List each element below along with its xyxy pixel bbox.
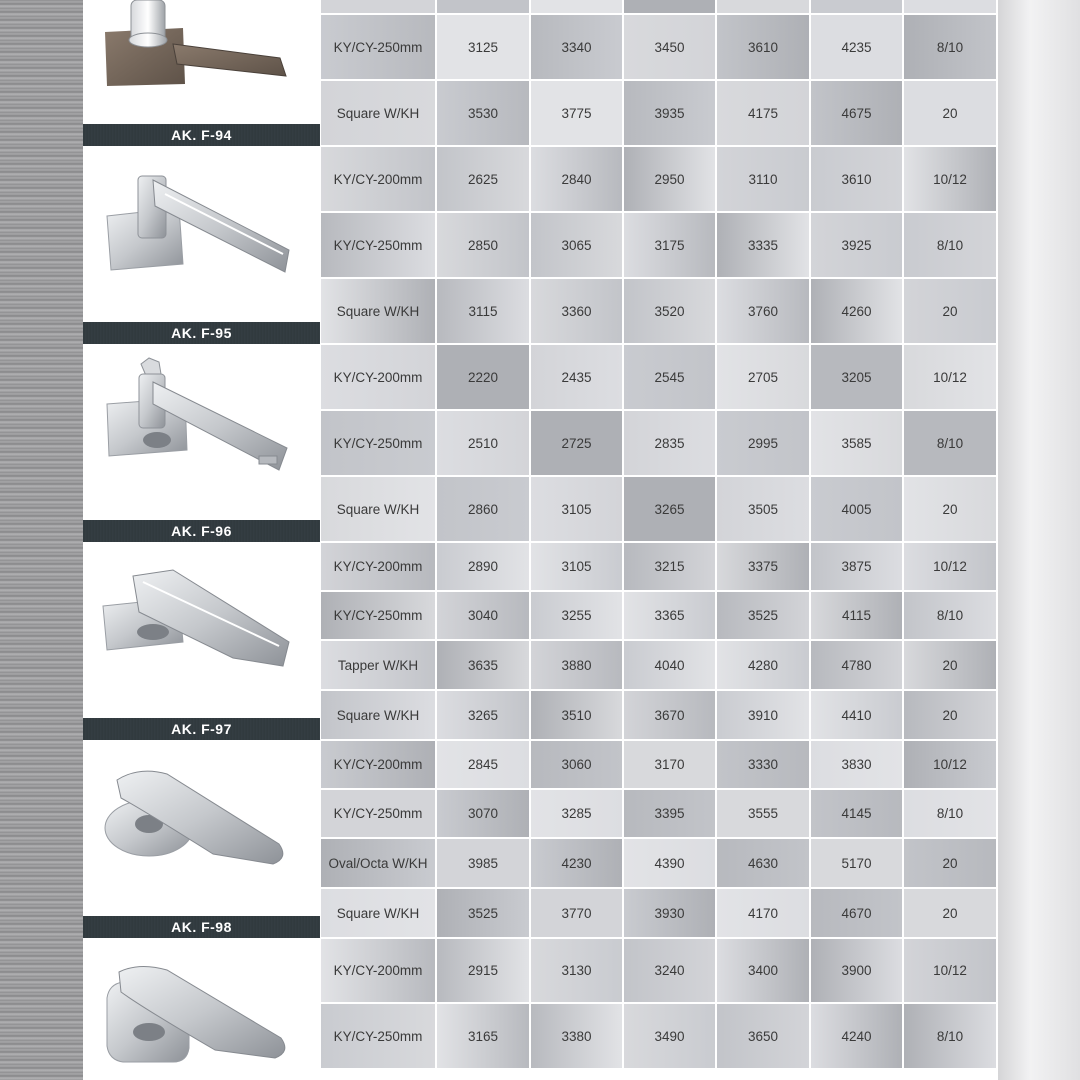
price-cell: 4780 <box>810 640 903 690</box>
price-cell: 3875 <box>810 542 903 591</box>
price-cell: 3205 <box>810 344 903 410</box>
price-cell: 3450 <box>623 14 716 80</box>
price-cell: 4410 <box>810 690 903 740</box>
pack-qty-cell: 10/12 <box>903 542 997 591</box>
price-cell: 2435 <box>530 344 623 410</box>
price-cell: 4670 <box>810 888 903 938</box>
finish-cell: KY/CY-250mm <box>320 14 436 80</box>
price-cell: 3040 <box>436 591 530 640</box>
price-cell: 3935 <box>623 80 716 146</box>
finish-cell: Square W/KH <box>320 80 436 146</box>
price-cell: 2995 <box>716 410 810 476</box>
price-cell: 2860 <box>436 476 530 542</box>
price-cell: 4630 <box>716 838 810 888</box>
finish-cell: KY/CY-250mm <box>320 1003 436 1069</box>
table-row-divider <box>320 590 997 592</box>
table-row-divider <box>320 211 997 213</box>
price-cell: 3880 <box>530 640 623 690</box>
price-cell: 3110 <box>716 146 810 212</box>
price-cell: 3065 <box>530 212 623 278</box>
finish-cell: KY/CY-250mm <box>320 591 436 640</box>
left-background-strip <box>0 0 83 1080</box>
table-column-divider <box>902 0 904 1080</box>
table-cell-cutoff <box>623 0 716 14</box>
price-cell: 4390 <box>623 838 716 888</box>
pack-qty-cell: 10/12 <box>903 146 997 212</box>
finish-cell: KY/CY-200mm <box>320 542 436 591</box>
lever-handle-f95-icon <box>83 146 320 322</box>
price-cell: 3380 <box>530 1003 623 1069</box>
table-row-divider <box>320 475 997 477</box>
product-code-label: AK. F-98 <box>83 916 320 938</box>
price-cell: 4280 <box>716 640 810 690</box>
price-cell: 2510 <box>436 410 530 476</box>
price-cell: 3170 <box>623 740 716 789</box>
table-row-divider <box>320 541 997 543</box>
price-cell: 3265 <box>623 476 716 542</box>
table-cell-cutoff <box>436 0 530 14</box>
price-cell: 2220 <box>436 344 530 410</box>
price-cell: 2950 <box>623 146 716 212</box>
pack-qty-cell: 8/10 <box>903 591 997 640</box>
price-cell: 5170 <box>810 838 903 888</box>
finish-cell: KY/CY-200mm <box>320 344 436 410</box>
table-row-divider <box>320 13 997 15</box>
price-cell: 3910 <box>716 690 810 740</box>
price-cell: 3670 <box>623 690 716 740</box>
table-row-divider <box>320 79 997 81</box>
price-cell: 3105 <box>530 542 623 591</box>
price-cell: 3265 <box>436 690 530 740</box>
price-cell: 3985 <box>436 838 530 888</box>
product-block-f96 <box>83 344 320 542</box>
price-cell: 4115 <box>810 591 903 640</box>
table-row-divider <box>320 343 997 345</box>
price-cell: 3490 <box>623 1003 716 1069</box>
product-code-label: AK. F-94 <box>83 124 320 146</box>
table-row-divider <box>320 409 997 411</box>
price-cell: 3175 <box>623 212 716 278</box>
price-cell: 3060 <box>530 740 623 789</box>
pack-qty-cell: 10/12 <box>903 740 997 789</box>
price-cell: 3255 <box>530 591 623 640</box>
price-cell: 3130 <box>530 938 623 1003</box>
price-cell: 3215 <box>623 542 716 591</box>
finish-cell: Square W/KH <box>320 476 436 542</box>
pack-qty-cell: 8/10 <box>903 1003 997 1069</box>
table-row-divider <box>320 788 997 790</box>
price-cell: 2725 <box>530 410 623 476</box>
pack-qty-cell: 8/10 <box>903 410 997 476</box>
price-cell: 4145 <box>810 789 903 838</box>
pack-qty-cell: 10/12 <box>903 938 997 1003</box>
price-cell: 4240 <box>810 1003 903 1069</box>
lever-handle-f99-icon <box>83 938 320 1080</box>
price-cell: 3930 <box>623 888 716 938</box>
price-cell: 4235 <box>810 14 903 80</box>
price-cell: 3335 <box>716 212 810 278</box>
price-cell: 3115 <box>436 278 530 344</box>
table-row-divider <box>320 837 997 839</box>
right-background-strip <box>997 0 1080 1080</box>
price-cell: 2545 <box>623 344 716 410</box>
finish-cell: KY/CY-200mm <box>320 146 436 212</box>
price-cell: 2915 <box>436 938 530 1003</box>
price-cell: 3360 <box>530 278 623 344</box>
price-cell: 3525 <box>716 591 810 640</box>
finish-cell: Square W/KH <box>320 278 436 344</box>
product-block-f97 <box>83 542 320 740</box>
pack-qty-cell: 20 <box>903 690 997 740</box>
price-cell: 3520 <box>623 278 716 344</box>
table-column-divider <box>529 0 531 1080</box>
finish-cell: Oval/Octa W/KH <box>320 838 436 888</box>
pack-qty-cell: 8/10 <box>903 789 997 838</box>
price-cell: 2890 <box>436 542 530 591</box>
price-cell: 3585 <box>810 410 903 476</box>
price-cell: 3285 <box>530 789 623 838</box>
pack-qty-cell: 20 <box>903 888 997 938</box>
table-row-divider <box>320 145 997 147</box>
finish-cell: KY/CY-250mm <box>320 789 436 838</box>
product-block-f95 <box>83 146 320 344</box>
price-cell: 3555 <box>716 789 810 838</box>
table-row-divider <box>320 639 997 641</box>
product-block-f99 <box>83 938 320 1080</box>
product-code-label: AK. F-96 <box>83 520 320 542</box>
price-cell: 4230 <box>530 838 623 888</box>
price-cell: 3610 <box>716 14 810 80</box>
price-cell: 3395 <box>623 789 716 838</box>
price-cell: 3125 <box>436 14 530 80</box>
price-cell: 2840 <box>530 146 623 212</box>
table-column-divider <box>435 0 437 1080</box>
table-cell-cutoff <box>716 0 810 14</box>
table-row-divider <box>320 937 997 939</box>
table-cell-cutoff <box>530 0 623 14</box>
price-cell: 3650 <box>716 1003 810 1069</box>
product-code-label: AK. F-97 <box>83 718 320 740</box>
price-cell: 3340 <box>530 14 623 80</box>
price-cell: 3900 <box>810 938 903 1003</box>
table-cell-cutoff <box>320 0 436 14</box>
table-cell-cutoff <box>810 0 903 14</box>
table-row-divider <box>320 887 997 889</box>
lever-handle-f96-icon <box>83 344 320 520</box>
price-cell: 3505 <box>716 476 810 542</box>
table-row-divider <box>320 1002 997 1004</box>
price-cell: 3375 <box>716 542 810 591</box>
finish-cell: Square W/KH <box>320 888 436 938</box>
pack-qty-cell: 20 <box>903 80 997 146</box>
price-cell: 4005 <box>810 476 903 542</box>
pack-qty-cell: 8/10 <box>903 212 997 278</box>
price-cell: 2625 <box>436 146 530 212</box>
price-cell: 3635 <box>436 640 530 690</box>
finish-cell: Tapper W/KH <box>320 640 436 690</box>
lever-handle-f97-icon <box>83 542 320 718</box>
pack-qty-cell: 20 <box>903 476 997 542</box>
price-cell: 4170 <box>716 888 810 938</box>
table-row-divider <box>320 1068 997 1070</box>
price-cell: 3240 <box>623 938 716 1003</box>
price-cell: 2705 <box>716 344 810 410</box>
table-row-divider <box>320 277 997 279</box>
price-cell: 3105 <box>530 476 623 542</box>
lever-handle-f98-icon <box>83 740 320 916</box>
finish-cell: Square W/KH <box>320 690 436 740</box>
table-row-divider <box>320 739 997 741</box>
price-cell: 2845 <box>436 740 530 789</box>
table-column-divider <box>809 0 811 1080</box>
finish-cell: KY/CY-250mm <box>320 212 436 278</box>
price-cell: 4675 <box>810 80 903 146</box>
product-code-label: AK. F-95 <box>83 322 320 344</box>
table-column-divider <box>715 0 717 1080</box>
price-cell: 3830 <box>810 740 903 789</box>
pack-qty-cell: 8/10 <box>903 14 997 80</box>
price-cell: 3165 <box>436 1003 530 1069</box>
price-cell: 3400 <box>716 938 810 1003</box>
finish-cell: KY/CY-200mm <box>320 938 436 1003</box>
price-cell: 3775 <box>530 80 623 146</box>
finish-cell: KY/CY-250mm <box>320 410 436 476</box>
price-cell: 3925 <box>810 212 903 278</box>
price-cell: 3365 <box>623 591 716 640</box>
price-cell: 3070 <box>436 789 530 838</box>
price-cell: 3530 <box>436 80 530 146</box>
price-cell: 4040 <box>623 640 716 690</box>
price-cell: 2835 <box>623 410 716 476</box>
price-cell: 2850 <box>436 212 530 278</box>
price-cell: 3510 <box>530 690 623 740</box>
price-cell: 3760 <box>716 278 810 344</box>
price-cell: 3525 <box>436 888 530 938</box>
pack-qty-cell: 20 <box>903 640 997 690</box>
table-column-divider <box>996 0 998 1080</box>
pack-qty-cell: 20 <box>903 838 997 888</box>
table-column-divider <box>622 0 624 1080</box>
pack-qty-cell: 20 <box>903 278 997 344</box>
price-cell: 3770 <box>530 888 623 938</box>
product-block-f98 <box>83 740 320 938</box>
finish-cell: KY/CY-200mm <box>320 740 436 789</box>
lever-handle-f94-icon <box>83 0 320 124</box>
price-cell: 3610 <box>810 146 903 212</box>
product-block-f94 <box>83 0 320 146</box>
table-row-divider <box>320 689 997 691</box>
price-cell: 3330 <box>716 740 810 789</box>
pack-qty-cell: 10/12 <box>903 344 997 410</box>
table-cell-cutoff <box>903 0 997 14</box>
price-cell: 4175 <box>716 80 810 146</box>
price-cell: 4260 <box>810 278 903 344</box>
